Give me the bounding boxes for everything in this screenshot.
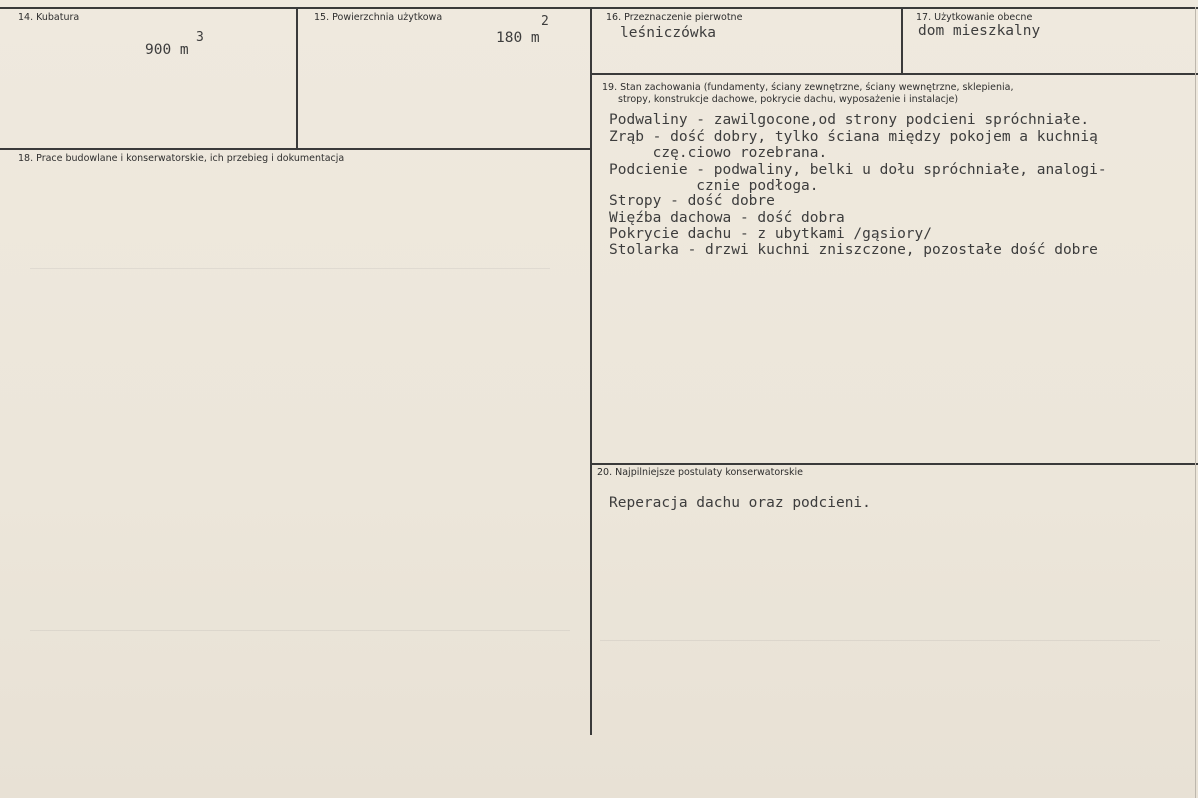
field-18-label: 18. Prace budowlane i konserwatorskie, ich przebieg i dokumentacja [18, 153, 345, 164]
field-20-label: 20. Najpilniejsze postulaty konserwatorskie [597, 467, 803, 478]
field-15-exponent: 2 [541, 14, 549, 29]
center-divider [590, 7, 592, 735]
rule-below-row1-left [0, 148, 592, 150]
field-17-label: 17. Użytkowanie obecne [916, 12, 1033, 23]
condition-line: Stolarka - drzwi kuchni zniszczone, pozostałe dość dobre [609, 242, 1098, 258]
condition-line: Więźba dachowa - dość dobra [609, 210, 845, 226]
divider-16-17 [901, 7, 903, 73]
field-15-label: 15. Powierzchnia użytkowa [314, 12, 443, 23]
field-14-label: 14. Kubatura [18, 12, 80, 23]
field-19-label-line2: stropy, konstrukcje dachowe, pokrycie dachu, wyposażenie i instalacje) [618, 94, 959, 105]
condition-line: cznie podłoga. [609, 178, 819, 194]
field-14-value: 900 m [145, 42, 189, 58]
top-rule [0, 7, 1198, 9]
condition-line: Pokrycie dachu - z ubytkami /gąsiory/ [609, 226, 933, 242]
condition-line: czę.ciowo rozebrana. [609, 145, 828, 161]
field-20-value: Reperacja dachu oraz podcieni. [609, 495, 871, 511]
field-14-exponent: 3 [196, 30, 204, 45]
divider-14-15 [296, 7, 298, 148]
bleed-through-line [30, 630, 570, 631]
field-16-value: leśniczówka [620, 25, 717, 41]
condition-line: Podcienie - podwaliny, belki u dołu spróchniałe, analogi- [609, 162, 1107, 178]
rule-above-field20 [592, 463, 1198, 465]
condition-line: Stropy - dość dobre [609, 193, 775, 209]
right-edge-rule [1195, 7, 1196, 798]
condition-line: Podwaliny - zawilgocone,od strony podcieni spróchniałe. [609, 112, 1090, 128]
condition-line: Zrąb - dość dobry, tylko ściana między pokojem a kuchnią [609, 129, 1098, 145]
rule-below-row1-right [592, 73, 1198, 75]
field-17-value: dom mieszkalny [918, 23, 1041, 39]
field-16-label: 16. Przeznaczenie pierwotne [606, 12, 743, 23]
field-19-label-line1: 19. Stan zachowania (fundamenty, ściany zewnętrzne, ściany wewnętrzne, sklepienia, [602, 82, 1014, 93]
bleed-through-line [600, 640, 1160, 641]
field-15-value: 180 m [496, 30, 540, 46]
bleed-through-line [30, 268, 550, 269]
